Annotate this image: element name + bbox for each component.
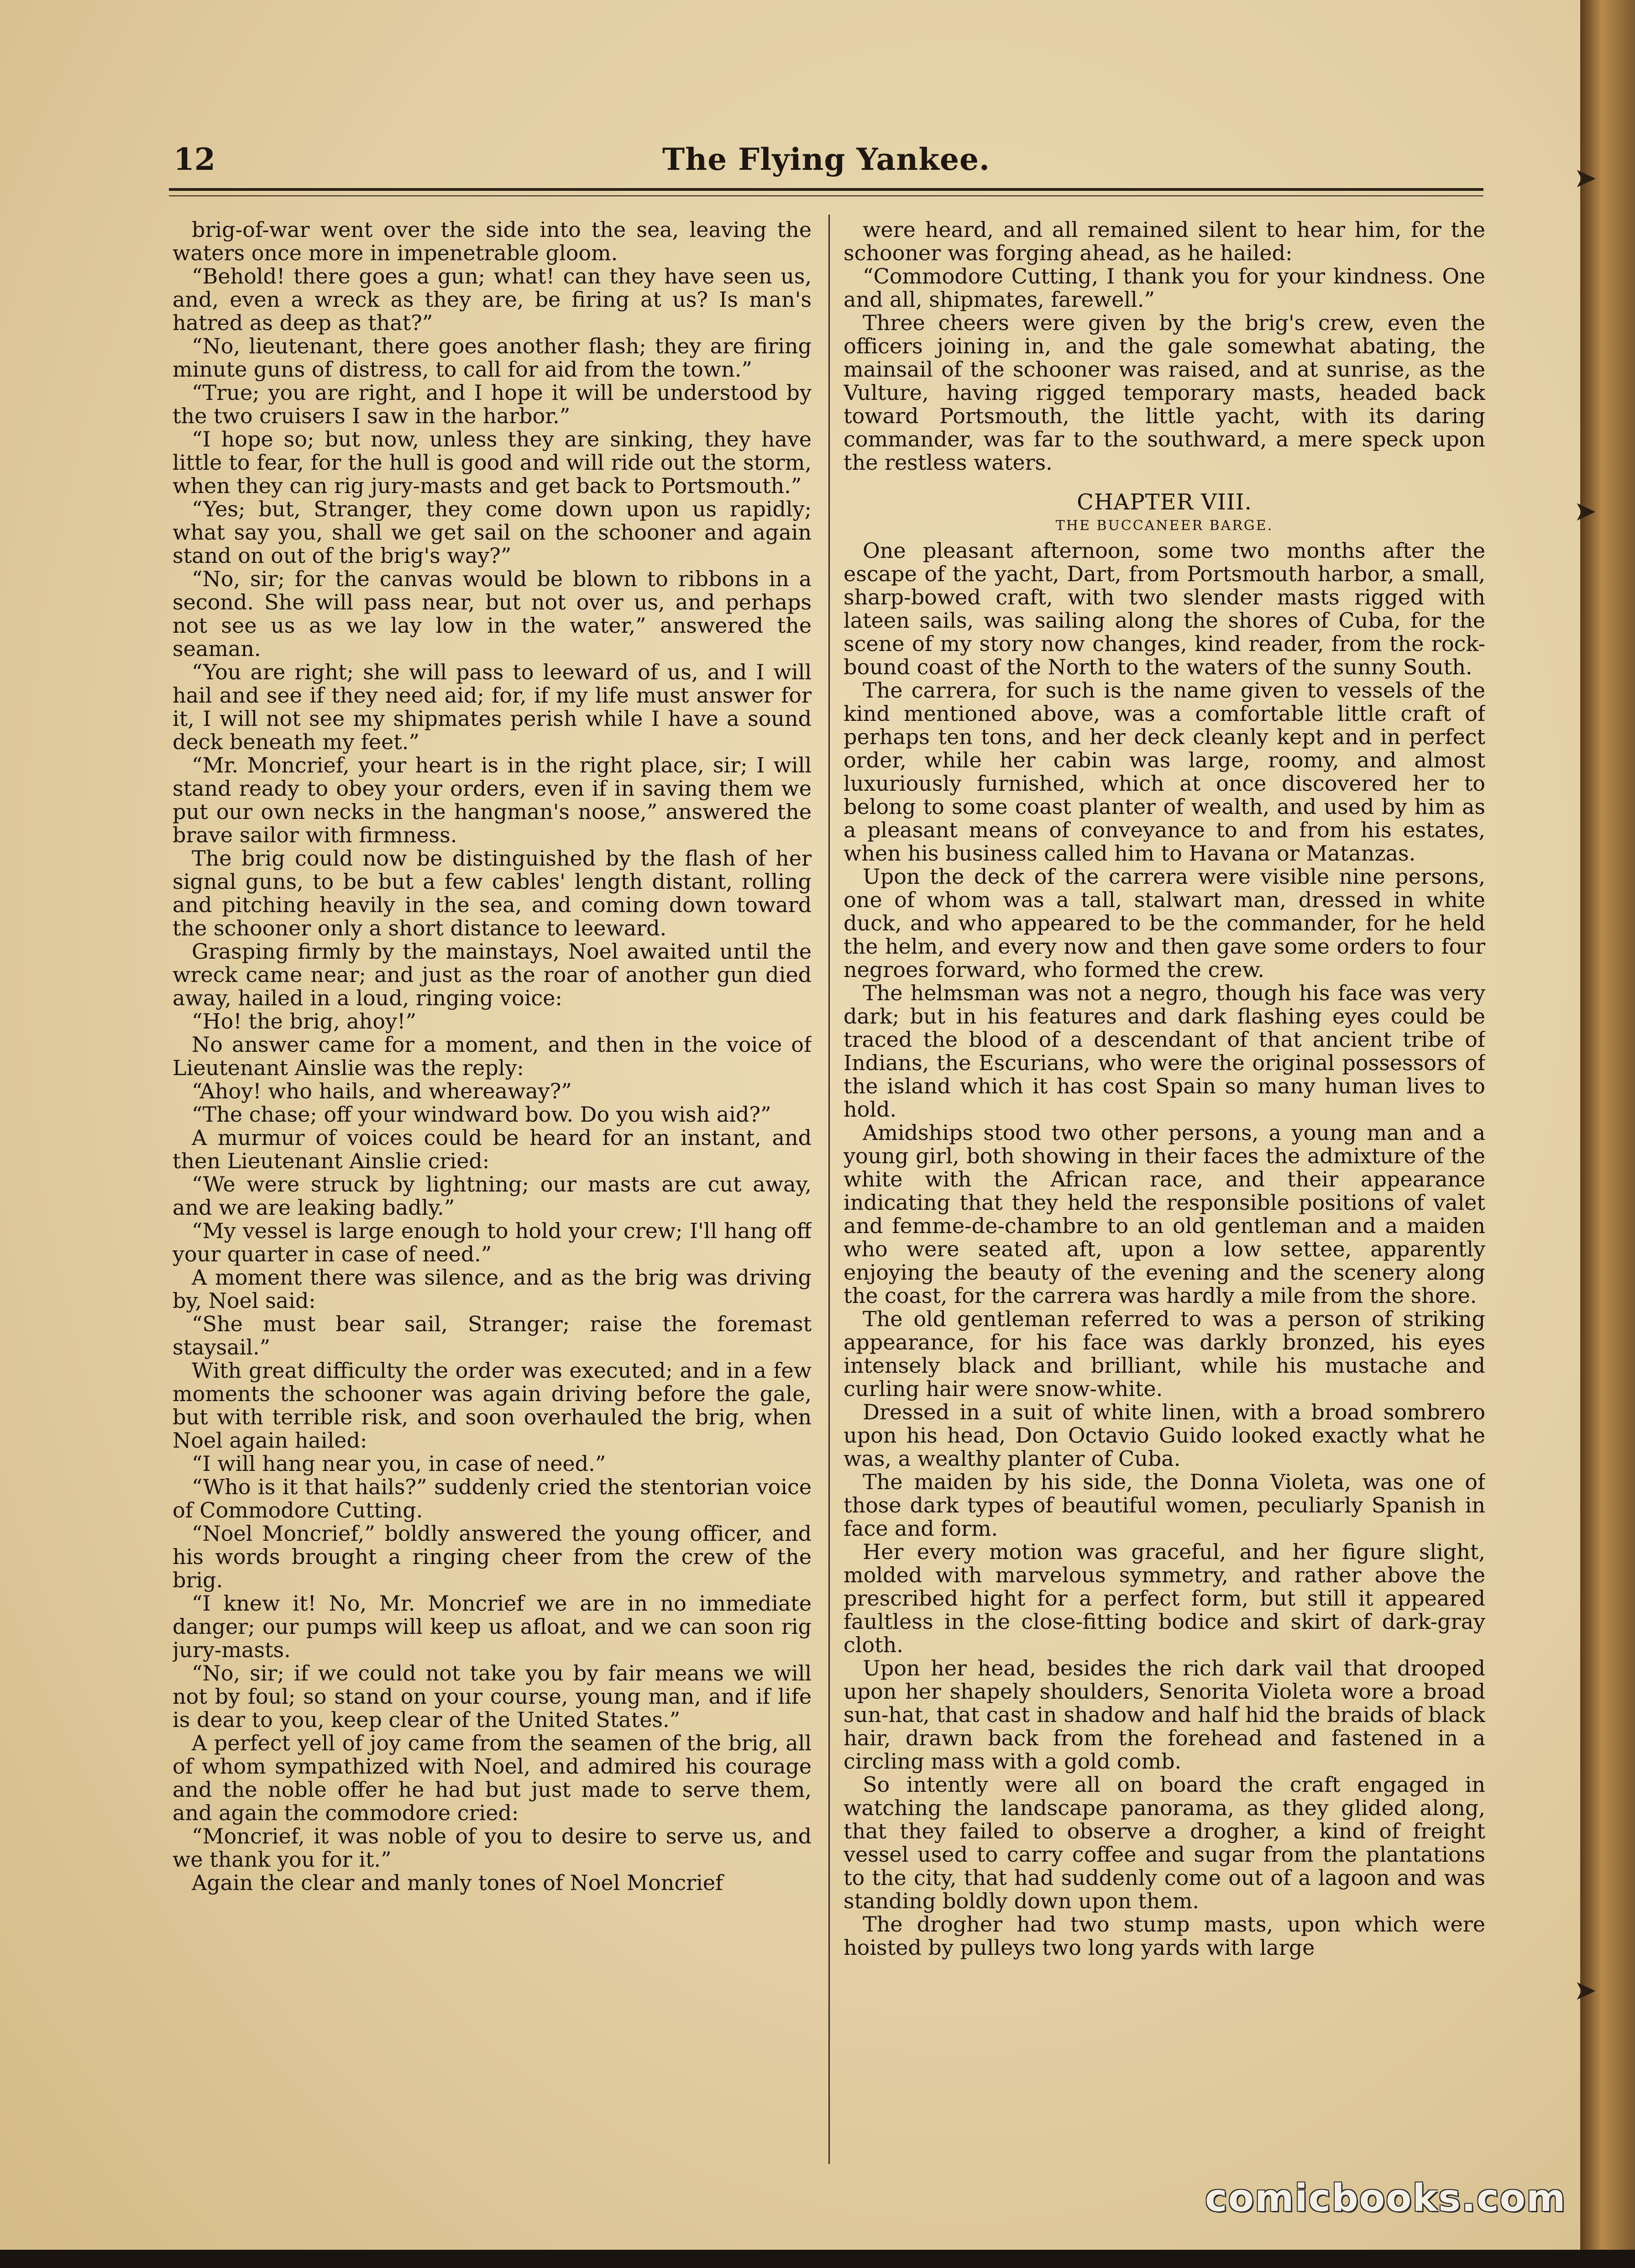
paragraph: No answer came for a moment, and then in the voice of Lieutenant Ainslie was the reply: [173, 1032, 812, 1080]
paragraph: Again the clear and manly tones of Noel Moncrief [192, 1870, 723, 1895]
paragraph: The maiden by his side, the Donna Violeta, was one of those dark types of beautiful women, peculiarly Spanish in face and form. [844, 1470, 1485, 1541]
paragraph: “We were struck by lightning; our masts are cut away, and we are leaking badly.” [173, 1172, 812, 1220]
paragraph: “No, sir; if we could not take you by fair means we will not by foul; so stand on your course, young man, and if life is dear to you, keep clear of the United States.” [173, 1661, 812, 1732]
paragraph: Dressed in a suit of white linen, with a broad sombrero upon his head, Don Octavio Guido looked exactly what he was, a wealthy planter of Cuba. [844, 1400, 1485, 1471]
right-column [844, 218, 1485, 2158]
paragraph: “My vessel is large enough to hold your crew; I'll hang off your quarter in case of need.” [173, 1218, 812, 1266]
page-edge [1580, 0, 1635, 2268]
paragraph: Upon her head, besides the rich dark vail that drooped upon her shapely shoulders, Senorita Violeta wore a broad sun-hat, that cast in shadow and half hid the braids of black hair, drawn back from the forehead and fastened in a circling mass with a gold comb. [844, 1656, 1485, 1774]
paragraph: “Ho! the brig, ahoy!” [192, 1009, 416, 1034]
paragraph: “I knew it! No, Mr. Moncrief we are in no immediate danger; our pumps will keep us afloat, and we can soon rig jury-masts. [173, 1591, 812, 1662]
paragraph: “No, sir; for the canvas would be blown to ribbons in a second. She will pass near, but not over us, and perhaps not see us as we lay low in the water,” answered the seaman. [173, 567, 812, 661]
right-column-after-chapter [844, 539, 1485, 1959]
margin-arrow-icon: ➤ [1574, 495, 1597, 527]
page-header [173, 142, 1479, 192]
margin-arrow-icon: ➤ [1574, 162, 1597, 194]
paragraph: With great difficulty the order was executed; and in a few moments the schooner was again driving before the gale, but with terrible risk, and soon overhauled the brig, when Noel again hailed: [173, 1358, 812, 1453]
paragraph: “True; you are right, and I hope it will be understood by the two cruisers I saw in the harbor.” [173, 380, 812, 428]
paragraph: “You are right; she will pass to leeward of us, and I will hail and see if they need aid; for, if my life must answer for it, I will not see my shipmates perish while I have a sound deck beneath my feet.” [173, 660, 812, 754]
paragraph: Grasping firmly by the mainstays, Noel awaited until the wreck came near; and just as the roar of another gun died away, hailed in a loud, ringing voice: [173, 939, 812, 1010]
paragraph: “Ahoy! who hails, and whereaway?” [192, 1079, 572, 1103]
watermark: comicbooks.com [1205, 2177, 1567, 2220]
paragraph: brig-of-war went over the side into the sea, leaving the waters once more in impenetrable gloom. [173, 218, 812, 265]
paragraph: The helmsman was not a negro, though his face was very dark; but in his features and dark flashing eyes could be traced the blood of a descendant of that ancient tribe of Indians, the Escurians, who were the original possessors of the island which it has cost Spain so many human lives to hold. [844, 981, 1485, 1122]
scan-border [0, 2250, 1635, 2268]
paragraph: The carrera, for such is the name given to vessels of the kind mentioned above, was a comfortable little craft of perhaps ten tons, and her deck cleanly kept and in perfect order, while her cabin was large, roomy, and almost luxuriously furnished, which at once discovered her to belong to some coast planter of wealth, and used by him as a pleasant means of conveyance to and from his estates, when his business called him to Havana or Matanzas. [844, 678, 1485, 866]
paragraph: “I will hang near you, in case of need.” [192, 1451, 606, 1476]
paragraph: “Behold! there goes a gun; what! can they have seen us, and, even a wreck as they are, be firing at us? Is man's hatred as deep as that?” [173, 264, 812, 335]
paragraph: “The chase; off your windward bow. Do you wish aid?” [192, 1102, 771, 1127]
header-rule-thin [169, 195, 1483, 196]
chapter-heading: CHAPTER VIII. [1077, 489, 1252, 515]
paragraph: “Noel Moncrief,” boldly answered the young officer, and his words brought a ringing cheer from the crew of the brig. [173, 1521, 812, 1592]
paragraph: were heard, and all remained silent to hear him, for the schooner was forging ahead, as he hailed: [844, 218, 1485, 265]
paragraph: “Commodore Cutting, I thank you for your kindness. One and all, shipmates, farewell.” [844, 264, 1485, 312]
paragraph: So intently were all on board the craft engaged in watching the landscape panorama, as they glided along, that they failed to observe a drogher, a kind of freight vessel used to carry coffee and sugar from the plantations to the city, that had suddenly come out of a lagoon and was standing boldly down upon them. [844, 1772, 1485, 1913]
right-column-before-chapter [844, 218, 1485, 474]
paragraph: A murmur of voices could be heard for an instant, and then Lieutenant Ainslie cried: [173, 1125, 812, 1173]
chapter-subtitle: THE BUCCANEER BARGE. [1055, 518, 1273, 534]
margin-arrow-icon: ➤ [1574, 1974, 1597, 2006]
left-column [173, 218, 812, 2158]
paragraph: The brig could now be distinguished by the flash of her signal guns, to be but a few cables' length distant, rolling and pitching heavily in the sea, and coming down toward the schooner only a short distance to leeward. [173, 846, 812, 940]
paragraph: “Who is it that hails?” suddenly cried the stentorian voice of Commodore Cutting. [173, 1475, 812, 1522]
paragraph: Upon the deck of the carrera were visible nine persons, one of whom was a tall, stalwart man, dressed in white duck, and who appeared to be the commander, for he held the helm, and every now and then gave some orders to four negroes forward, who formed the crew. [844, 864, 1485, 982]
running-title: The Flying Yankee. [662, 142, 990, 177]
header-rule [169, 188, 1483, 191]
paragraph: The drogher had two stump masts, upon which were hoisted by pulleys two long yards with large [844, 1912, 1485, 1960]
paragraph: “Mr. Moncrief, your heart is in the right place, sir; I will stand ready to obey your orders, even if in saving them we put our own necks in the hangman's noose,” answered the brave sailor with firmness. [173, 753, 812, 847]
paragraph: “No, lieutenant, there goes another flash; they are firing minute guns of distress, to call for aid from the town.” [173, 334, 812, 382]
paragraph: One pleasant afternoon, some two months after the escape of the yacht, Dart, from Portsmouth harbor, a small, sharp-bowed craft, with two slender masts rigged with lateen sails, was sailing along the shores of Cuba, for the scene of my story now changes, kind reader, from the rock-bound coast of the North to the waters of the sunny South. [844, 538, 1485, 679]
paragraph: Three cheers were given by the brig's crew, even the officers joining in, and the gale somewhat abating, the mainsail of the schooner was raised, and at sunrise, as the Vulture, having rigged temporary masts, headed back toward Portsmouth, the little yacht, with its daring commander, was far to the southward, a mere speck upon the restless waters. [844, 310, 1485, 475]
page-number: 12 [173, 142, 215, 177]
paragraph: A perfect yell of joy came from the seamen of the brig, all of whom sympathized with Noel, and admired his courage and the noble offer he had but just made to serve them, and again the commodore cried: [173, 1731, 812, 1825]
paragraph: Amidships stood two other persons, a young man and a young girl, both showing in their faces the admixture of the white with the African race, and their appearance indicating that they held the responsible positions of valet and femme-de-chambre to an old gentleman and a maiden who were seated aft, upon a low settee, apparently enjoying the beauty of the evening and the scenery along the coast, for the carrera was hardly a mile from the shore. [844, 1120, 1485, 1308]
paragraph: “I hope so; but now, unless they are sinking, they have little to fear, for the hull is good and will ride out the storm, when they can rig jury-masts and get back to Portsmouth.” [173, 427, 812, 498]
column-divider [828, 215, 830, 2164]
paragraph: “She must bear sail, Stranger; raise the foremast staysail.” [173, 1312, 812, 1360]
paragraph: “Moncrief, it was noble of you to desire to serve us, and we thank you for it.” [173, 1824, 812, 1872]
paragraph: Her every motion was graceful, and her figure slight, molded with marvelous symmetry, and rather above the prescribed hight for a perfect form, but still it appeared faultless in the close-fitting bodice and skirt of dark-gray cloth. [844, 1539, 1485, 1657]
paragraph: “Yes; but, Stranger, they come down upon us rapidly; what say you, shall we get sail on the schooner and again stand on out of the brig's way?” [173, 497, 812, 568]
paragraph: A moment there was silence, and as the brig was driving by, Noel said: [173, 1265, 812, 1313]
paragraph: The old gentleman referred to was a person of striking appearance, for his face was darkly bronzed, his eyes intensely black and brilliant, while his mustache and curling hair were snow-white. [844, 1307, 1485, 1401]
